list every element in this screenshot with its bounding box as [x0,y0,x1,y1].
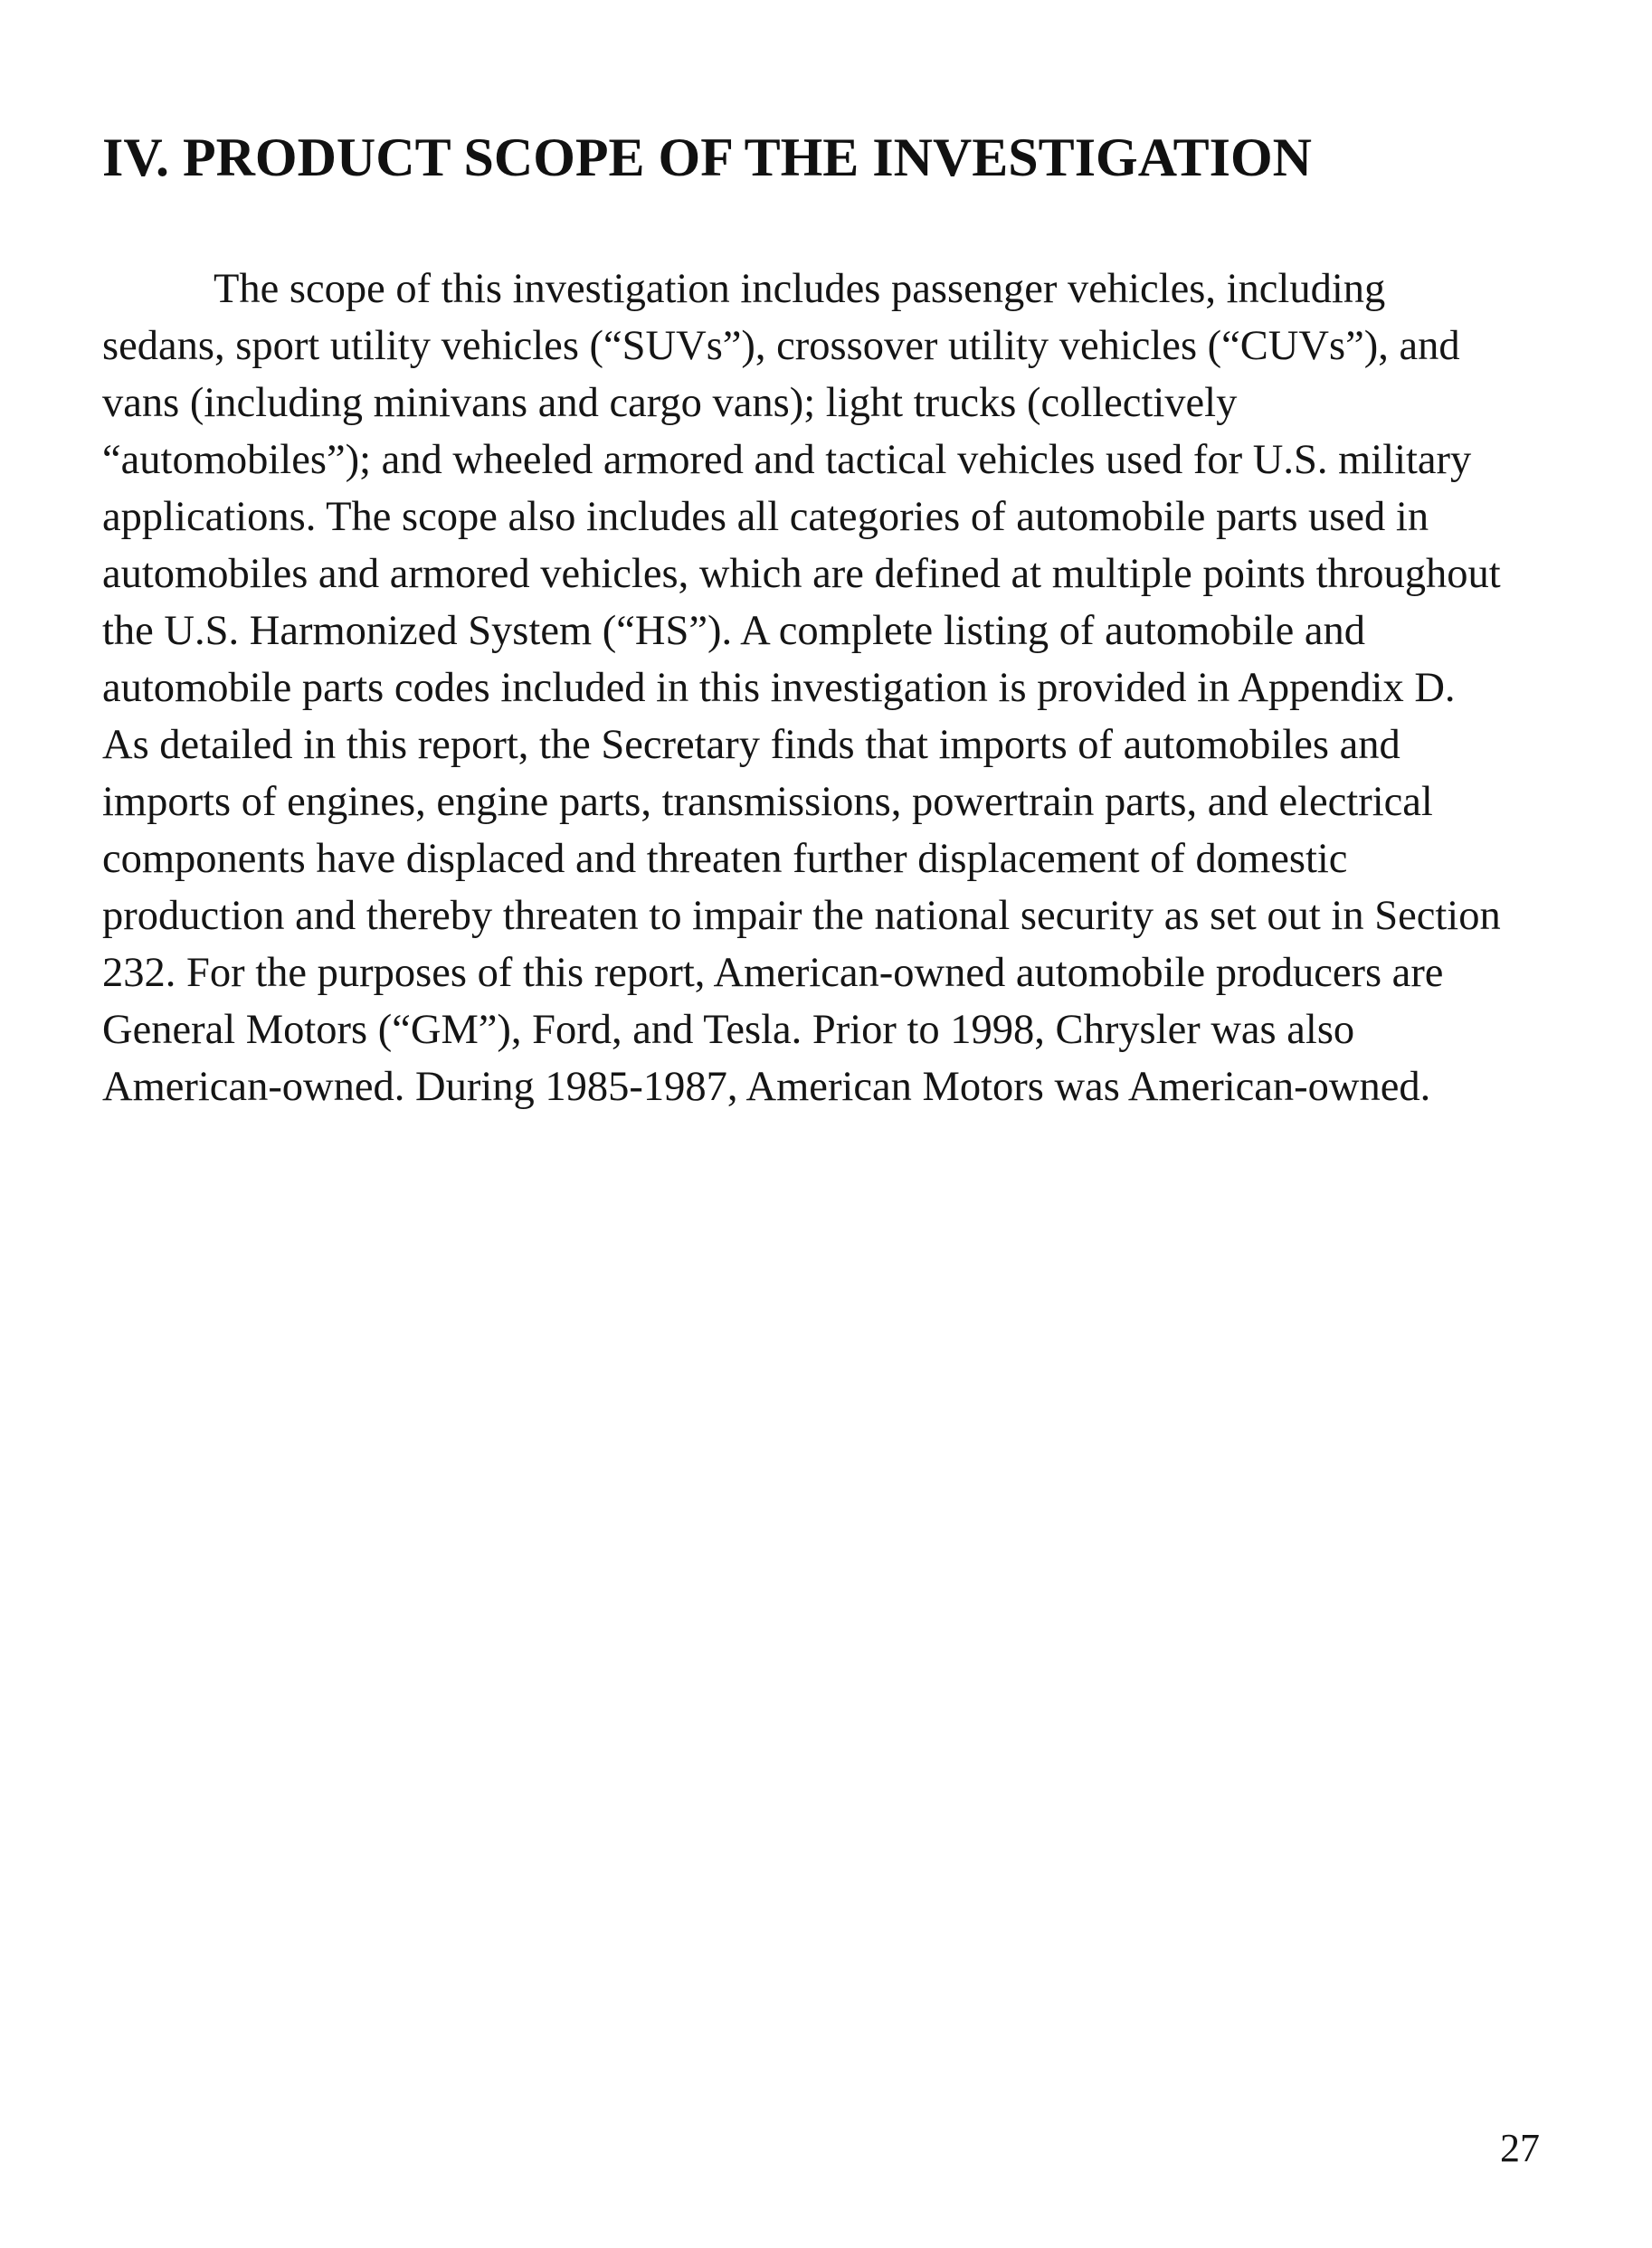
paragraph-line: the U.S. Harmonized System (“HS”). A complete listing of automobile and [102,608,1366,654]
page-number: 27 [1500,2126,1540,2170]
paragraph-line: imports of engines, engine parts, transmissions, powertrain parts, and electrical [102,779,1433,825]
paragraph-line: General Motors (“GM”), Ford, and Tesla. Prior to 1998, Chrysler was also [102,1007,1355,1053]
paragraph-line: American-owned. During 1985-1987, American Motors was American-owned. [102,1064,1431,1110]
paragraph-line: As detailed in this report, the Secretary finds that imports of automobiles and [102,722,1400,768]
paragraph-line: “automobiles”); and wheeled armored and tactical vehicles used for U.S. military [102,437,1472,483]
paragraph-line: sedans, sport utility vehicles (“SUVs”), crossover utility vehicles (“CUVs”), and [102,323,1460,369]
section-heading: IV. PRODUCT SCOPE OF THE INVESTIGATION [102,128,1312,187]
paragraph-line: production and thereby threaten to impair the national security as set out in Section [102,893,1501,939]
paragraph-line: 232. For the purposes of this report, American-owned automobile producers are [102,950,1444,996]
body-paragraph [102,261,1568,1115]
paragraph-line: vans (including minivans and cargo vans); light trucks (collectively [102,380,1238,426]
paragraph-line: components have displaced and threaten further displacement of domestic [102,836,1348,882]
paragraph-line: The scope of this investigation includes passenger vehicles, including [214,266,1386,312]
paragraph-line: automobile parts codes included in this investigation is provided in Appendix D. [102,665,1456,711]
paragraph-line: applications. The scope also includes all categories of automobile parts used in [102,494,1429,540]
paragraph-line: automobiles and armored vehicles, which are defined at multiple points throughout [102,551,1501,597]
